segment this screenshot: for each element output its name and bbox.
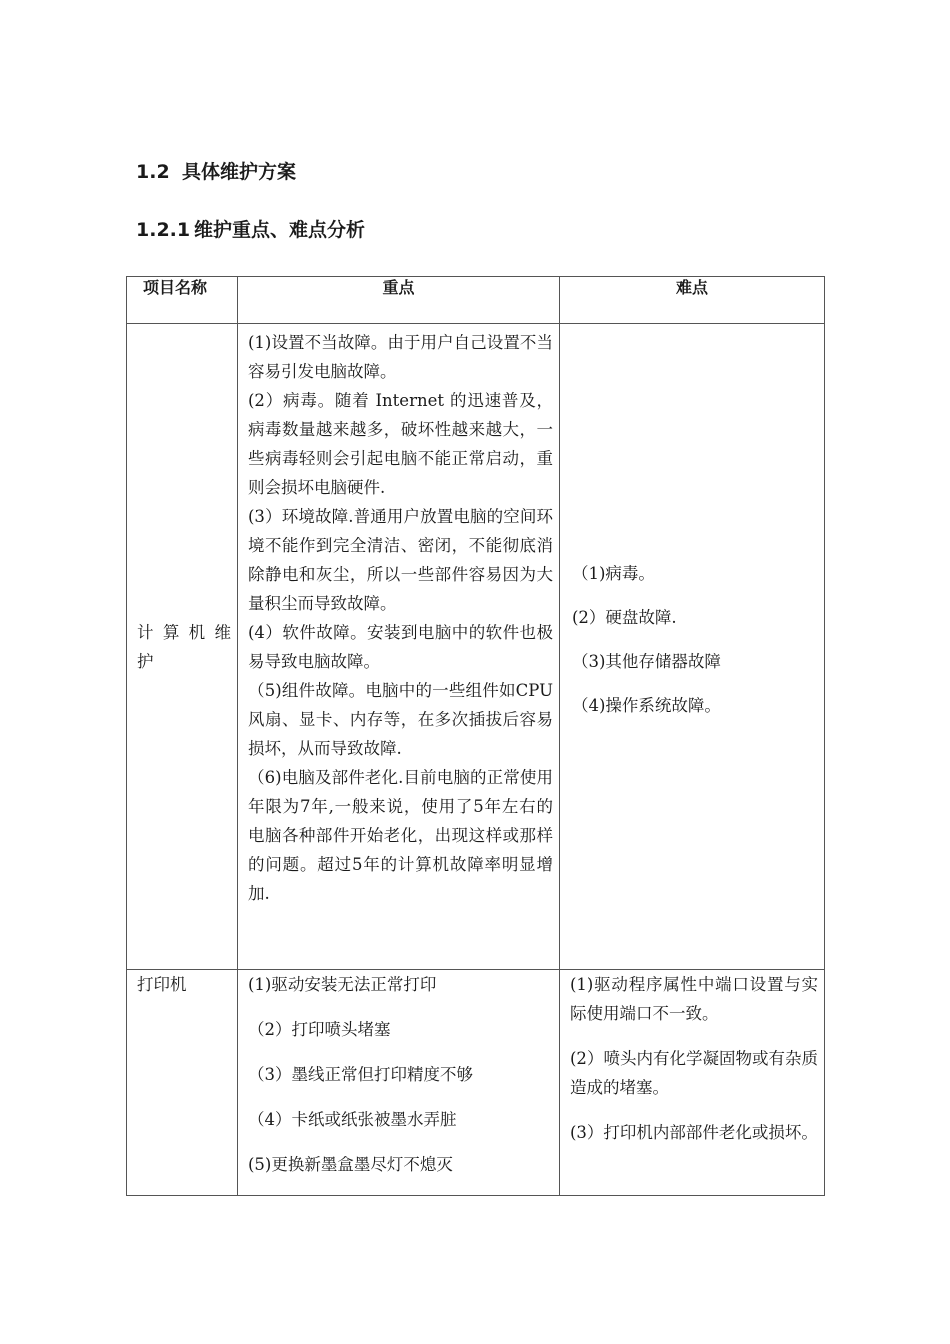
header-key-points: 重点 [238,277,560,324]
subsection-number: 1.2.1 [136,219,191,241]
key-point-item: (3）环境故障.普通用户放置电脑的空间环境不能作到完全清洁、密闭，不能彻底消除静电和灰尘，所以一些部件容易因为大量积尘而导致故障。 [248,507,553,613]
row-name-line: 护 [137,651,154,671]
key-points-cell [238,970,560,1196]
key-point-item: （6)电脑及部件老化.目前电脑的正常使用年限为7年,一般来说，使用了5年左右的电脑各种部件开始老化，出现这样或那样的问题。超过5年的计算机故障率明显增加. [248,768,553,903]
table-header-row [127,277,825,324]
key-point-item: （3）墨线正常但打印精度不够 [248,1065,473,1084]
header-difficulties: 难点 [560,277,825,324]
key-point-item: (2）病毒。随着 Internet 的迅速普及，病毒数量越来越多，破坏性越来越大，一些病毒轻则会引起电脑不能正常启动，重则会损坏电脑硬件. [248,391,553,497]
table-row [127,324,825,970]
table-row [127,970,825,1196]
header-project-name: 项目名称 [127,277,238,324]
row-name-line: 计 算 机 维 [137,622,231,642]
row-name-cell [127,324,238,970]
key-point-item: (1)驱动安装无法正常打印 [248,975,437,994]
section-title: 具体维护方案 [182,161,297,183]
analysis-table [126,276,825,1196]
section-number: 1.2 [136,161,170,183]
difficulties-cell [560,324,825,970]
difficulty-item: (1)驱动程序属性中端口设置与实际使用端口不一致。 [570,975,818,1023]
key-points-cell [238,324,560,970]
key-point-item: （4）卡纸或纸张被墨水弄脏 [248,1110,457,1129]
key-point-item: （5)组件故障。电脑中的一些组件如CPU风扇、显卡、内存等，在多次插拔后容易损坏，从而导致故障. [248,681,553,758]
subsection-heading [136,218,365,242]
key-point-item: (5)更换新墨盒墨尽灯不熄灭 [248,1155,453,1174]
difficulty-item: (2）喷头内有化学凝固物或有杂质造成的堵塞。 [570,1049,818,1097]
difficulty-item: （4)操作系统故障。 [572,695,721,715]
key-point-item: （2）打印喷头堵塞 [248,1020,391,1039]
difficulty-item: （1)病毒。 [572,563,655,583]
key-point-item: (1)设置不当故障。由于用户自己设置不当容易引发电脑故障。 [248,333,553,381]
difficulty-item: (2）硬盘故障. [572,607,677,627]
difficulty-item: (3）打印机内部部件老化或损坏。 [570,1123,818,1142]
key-point-item: (4）软件故障。安装到电脑中的软件也极易导致电脑故障。 [248,623,553,671]
difficulty-item: （3)其他存储器故障 [572,651,721,671]
row-name-cell [127,970,238,1196]
subsection-title: 维护重点、难点分析 [194,219,366,241]
section-heading [136,160,296,184]
difficulties-cell [560,970,825,1196]
row-name: 打印机 [137,975,187,994]
